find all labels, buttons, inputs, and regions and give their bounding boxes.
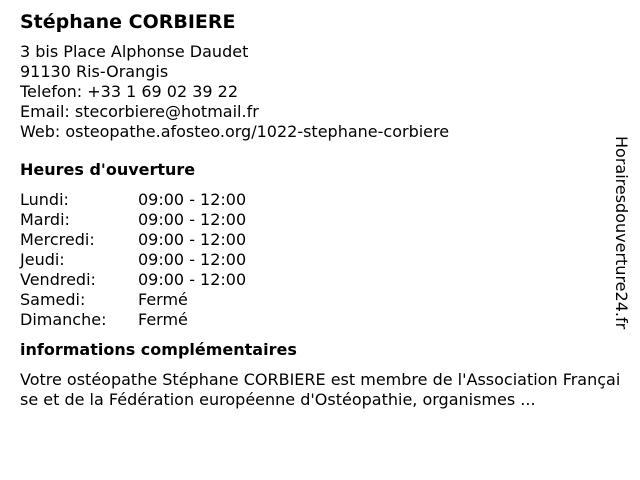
phone-line: Telefon: +33 1 69 02 39 22 bbox=[20, 82, 239, 101]
hours-value: 09:00 - 12:00 bbox=[138, 210, 247, 229]
day-label: Mardi: bbox=[20, 210, 70, 229]
email-line: Email: stecorbiere@hotmail.fr bbox=[20, 102, 259, 121]
hours-value: 09:00 - 12:00 bbox=[138, 250, 247, 269]
practitioner-name: Stéphane CORBIERE bbox=[20, 11, 236, 33]
address-line-1: 3 bis Place Alphonse Daudet bbox=[20, 42, 249, 61]
hours-value: 09:00 - 12:00 bbox=[138, 190, 247, 209]
hours-value: Fermé bbox=[138, 290, 188, 309]
site-watermark: Horairesdouverture24.fr bbox=[612, 136, 631, 330]
contact-card bbox=[20, 10, 625, 410]
additional-info-text: Votre ostéopathe Stéphane CORBIERE est membre de l'Association Française et de la Fédération européenne d'Ostéopathie, organismes ... bbox=[20, 370, 621, 409]
hours-row-sunday bbox=[20, 310, 625, 330]
hours-row-thursday bbox=[20, 250, 625, 270]
day-label: Mercredi: bbox=[20, 230, 95, 249]
hours-value: 09:00 - 12:00 bbox=[138, 230, 247, 249]
opening-hours-heading: Heures d'ouverture bbox=[20, 160, 196, 179]
day-label: Lundi: bbox=[20, 190, 69, 209]
day-label: Dimanche: bbox=[20, 310, 107, 329]
hours-row-tuesday bbox=[20, 210, 625, 230]
day-label: Jeudi: bbox=[20, 250, 65, 269]
hours-row-friday bbox=[20, 270, 625, 290]
opening-hours-table bbox=[20, 190, 625, 330]
day-label: Vendredi: bbox=[20, 270, 96, 289]
hours-value: Fermé bbox=[138, 310, 188, 329]
hours-row-wednesday bbox=[20, 230, 625, 250]
hours-value: 09:00 - 12:00 bbox=[138, 270, 247, 289]
hours-row-monday bbox=[20, 190, 625, 210]
address-line-2: 91130 Ris-Orangis bbox=[20, 62, 169, 81]
additional-info-heading: informations complémentaires bbox=[20, 340, 297, 359]
website-line: Web: osteopathe.afosteo.org/1022-stephane-corbiere bbox=[20, 122, 450, 141]
day-label: Samedi: bbox=[20, 290, 86, 309]
hours-row-saturday bbox=[20, 290, 625, 310]
